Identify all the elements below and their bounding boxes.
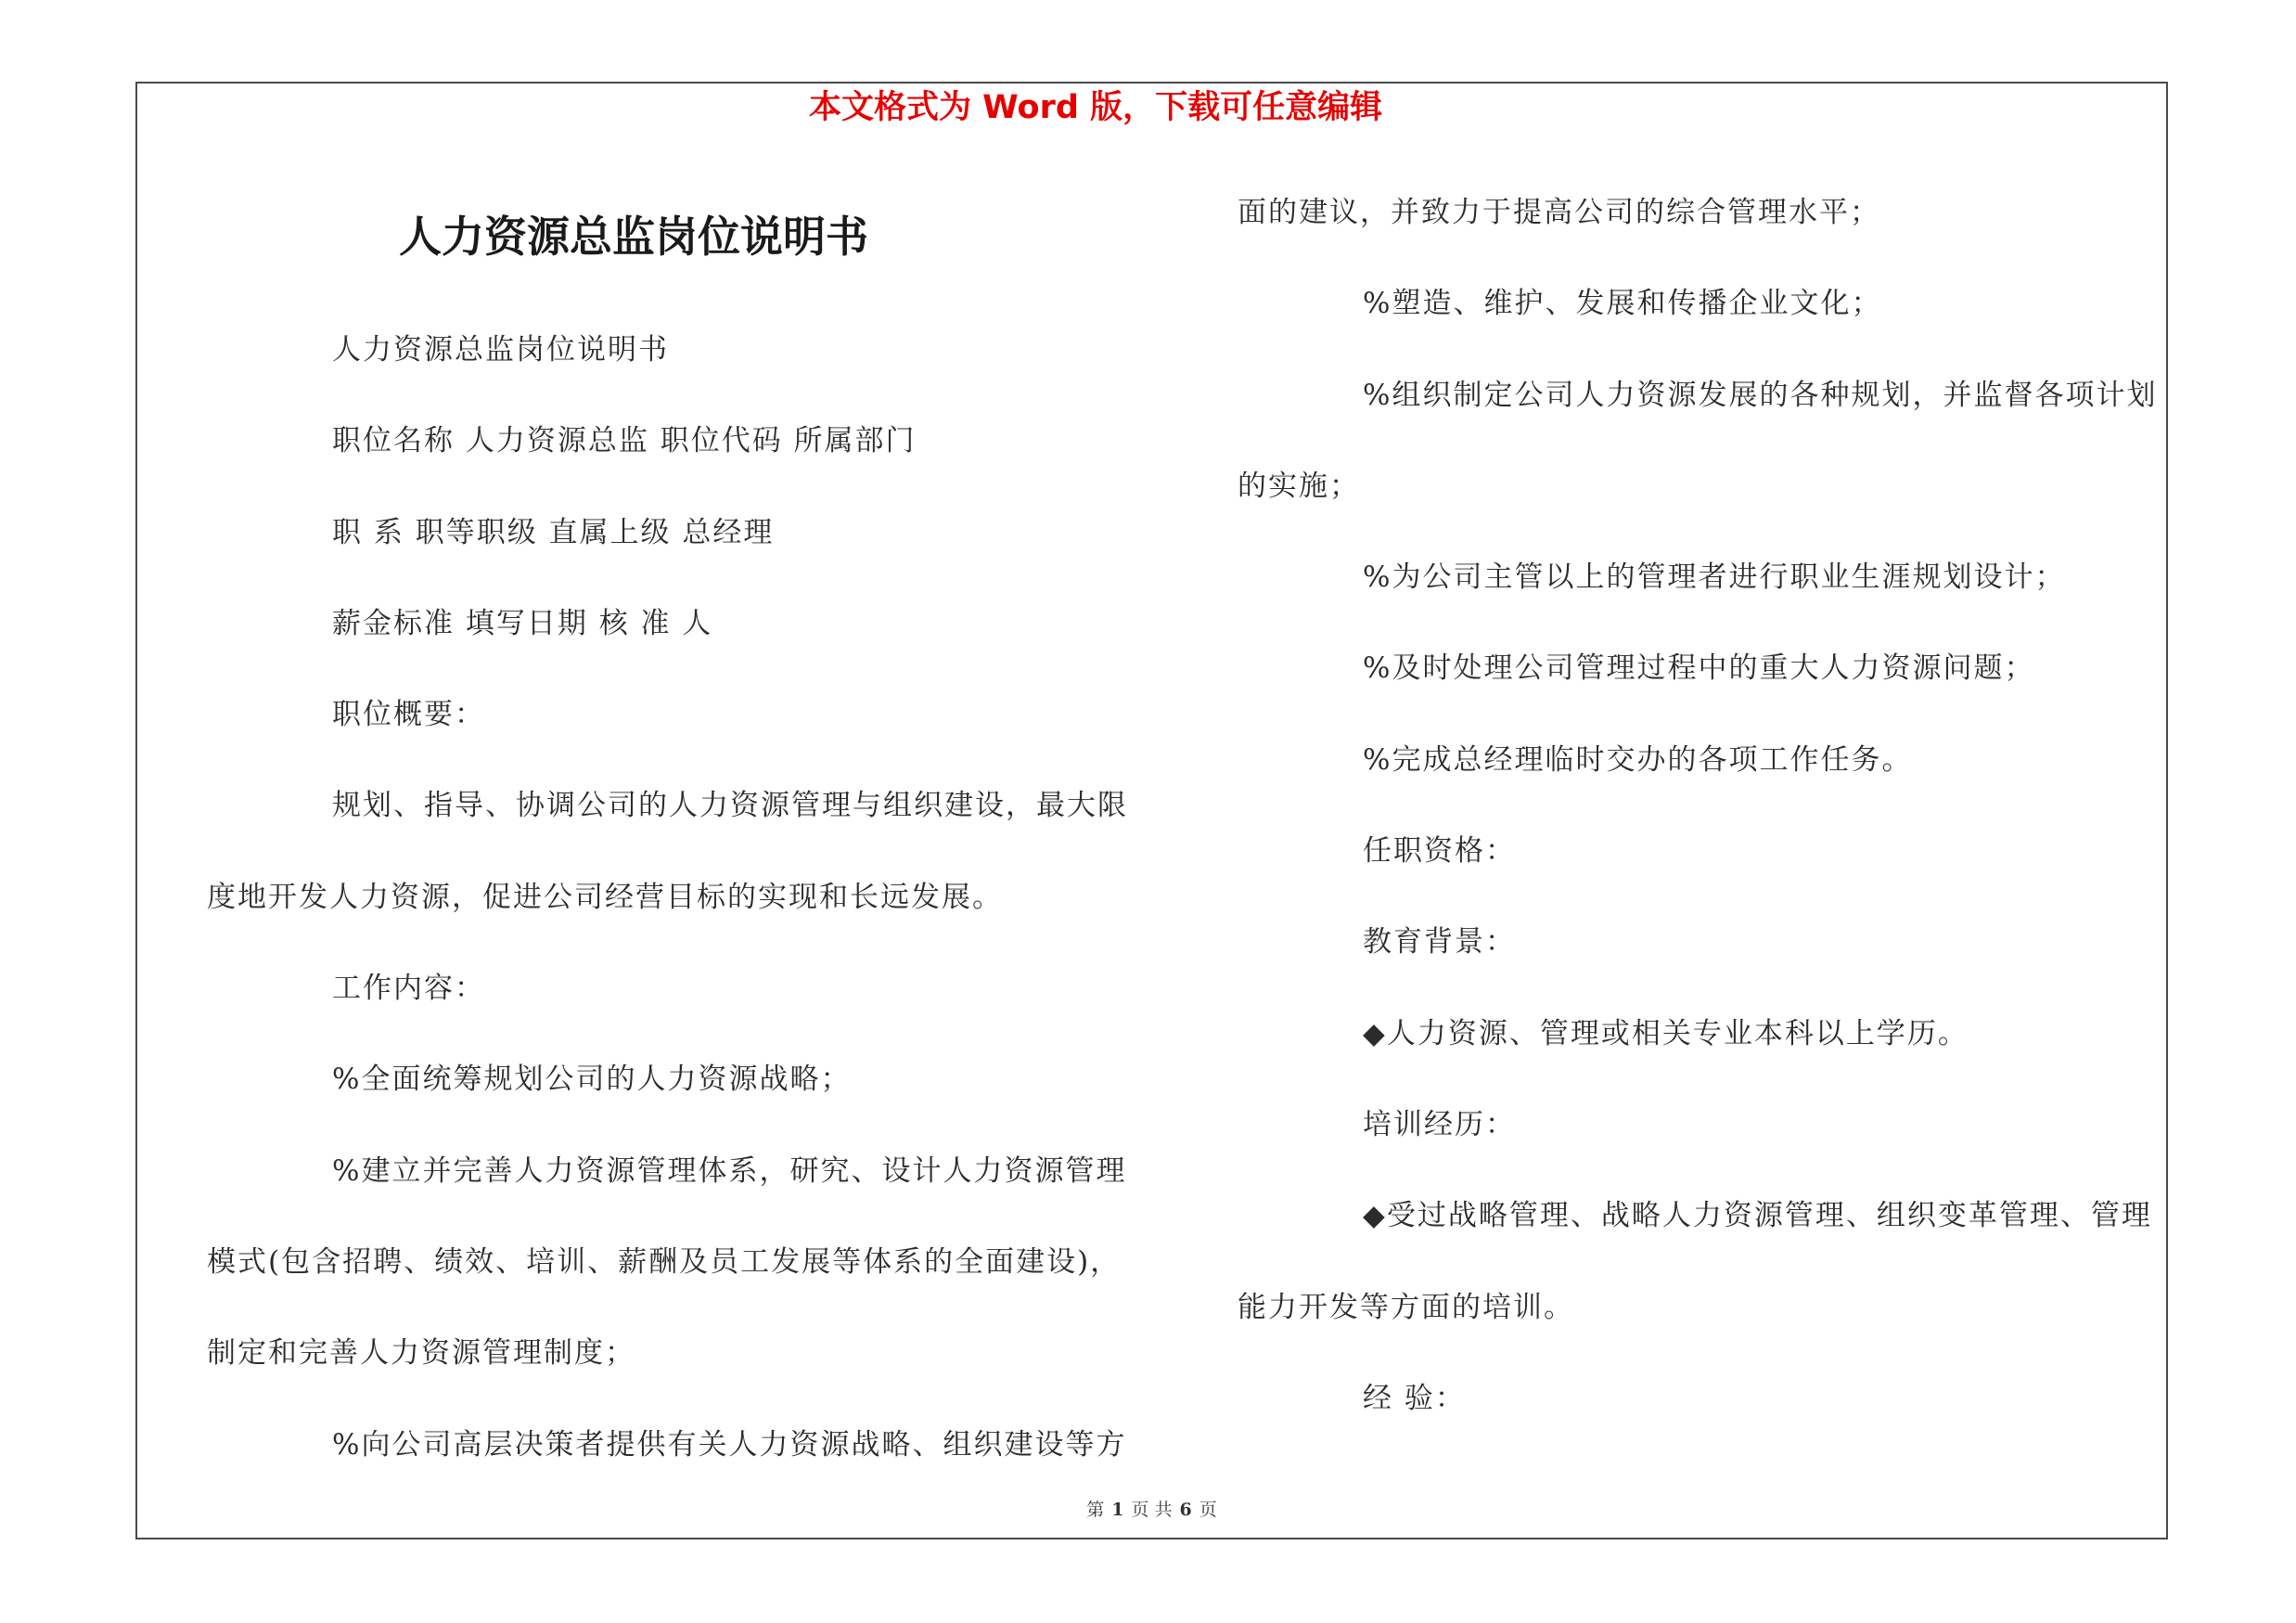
paragraph-line: 制定和完善人力资源管理制度； bbox=[207, 1336, 635, 1371]
list-item: %组织制定公司人力资源发展的各种规划，并监督各项计划 bbox=[1363, 378, 2158, 412]
list-item: %完成总经理临时交办的各项工作任务。 bbox=[1363, 742, 1913, 777]
list-item: %向公司高层决策者提供有关人力资源战略、组织建设等方 bbox=[332, 1427, 1127, 1462]
paragraph-line: 人力资源总监岗位说明书 bbox=[332, 333, 669, 367]
format-notice: 本文格式为 Word 版，下载可任意编辑 bbox=[809, 89, 1383, 126]
paragraph-line: 职 系 职等职级 直属上级 总经理 bbox=[332, 515, 775, 549]
paragraph-line: 能力开发等方面的培训。 bbox=[1238, 1290, 1574, 1324]
list-item: ◆受过战略管理、战略人力资源管理、组织变革管理、管理 bbox=[1363, 1199, 2152, 1233]
footer-prefix: 第 bbox=[1086, 1500, 1105, 1520]
right-text-column bbox=[1238, 167, 2174, 1444]
footer-suffix: 页 bbox=[1199, 1500, 1217, 1520]
paragraph-line: 面的建议，并致力于提高公司的综合管理水平； bbox=[1238, 196, 1880, 229]
paragraph-line: 的实施； bbox=[1238, 469, 1360, 503]
list-item: %塑造、维护、发展和传播企业文化； bbox=[1363, 287, 1882, 321]
page-number-footer bbox=[135, 1497, 2168, 1523]
list-item: %为公司主管以上的管理者进行职业生涯规划设计； bbox=[1363, 560, 2066, 595]
footer-middle: 页 共 bbox=[1131, 1500, 1173, 1520]
paragraph-line: 薪金标准 填写日期 核 准 人 bbox=[332, 606, 713, 640]
section-heading: 任职资格： bbox=[1363, 834, 1516, 869]
paragraph-line: 规划、指导、协调公司的人力资源管理与组织建设，最大限 bbox=[332, 789, 1128, 823]
document-title: 人力资源总监岗位说明书 bbox=[399, 212, 868, 262]
total-page-count: 6 bbox=[1179, 1500, 1192, 1520]
paragraph-line: 度地开发人力资源，促进公司经营目标的实现和长远发展。 bbox=[207, 880, 1003, 914]
section-heading: 经 验： bbox=[1363, 1381, 1466, 1415]
paragraph-line: 职位名称 人力资源总监 职位代码 所属部门 bbox=[332, 424, 917, 458]
paragraph-line: 模式(包含招聘、绩效、培训、薪酬及员工发展等体系的全面建设)， bbox=[207, 1244, 1122, 1279]
list-item: %建立并完善人力资源管理体系，研究、设计人力资源管理 bbox=[332, 1153, 1127, 1188]
list-item: ◆人力资源、管理或相关专业本科以上学历。 bbox=[1363, 1016, 1969, 1050]
section-heading: 培训经历： bbox=[1363, 1107, 1516, 1141]
section-heading: 教育背景： bbox=[1363, 925, 1516, 960]
section-heading: 职位概要： bbox=[332, 698, 485, 732]
list-item: %全面统筹规划公司的人力资源战略； bbox=[332, 1063, 852, 1097]
current-page-number: 1 bbox=[1111, 1500, 1124, 1520]
list-item: %及时处理公司管理过程中的重大人力资源问题； bbox=[1363, 651, 2035, 686]
left-text-column bbox=[207, 304, 1144, 1490]
section-heading: 工作内容： bbox=[332, 972, 485, 1006]
